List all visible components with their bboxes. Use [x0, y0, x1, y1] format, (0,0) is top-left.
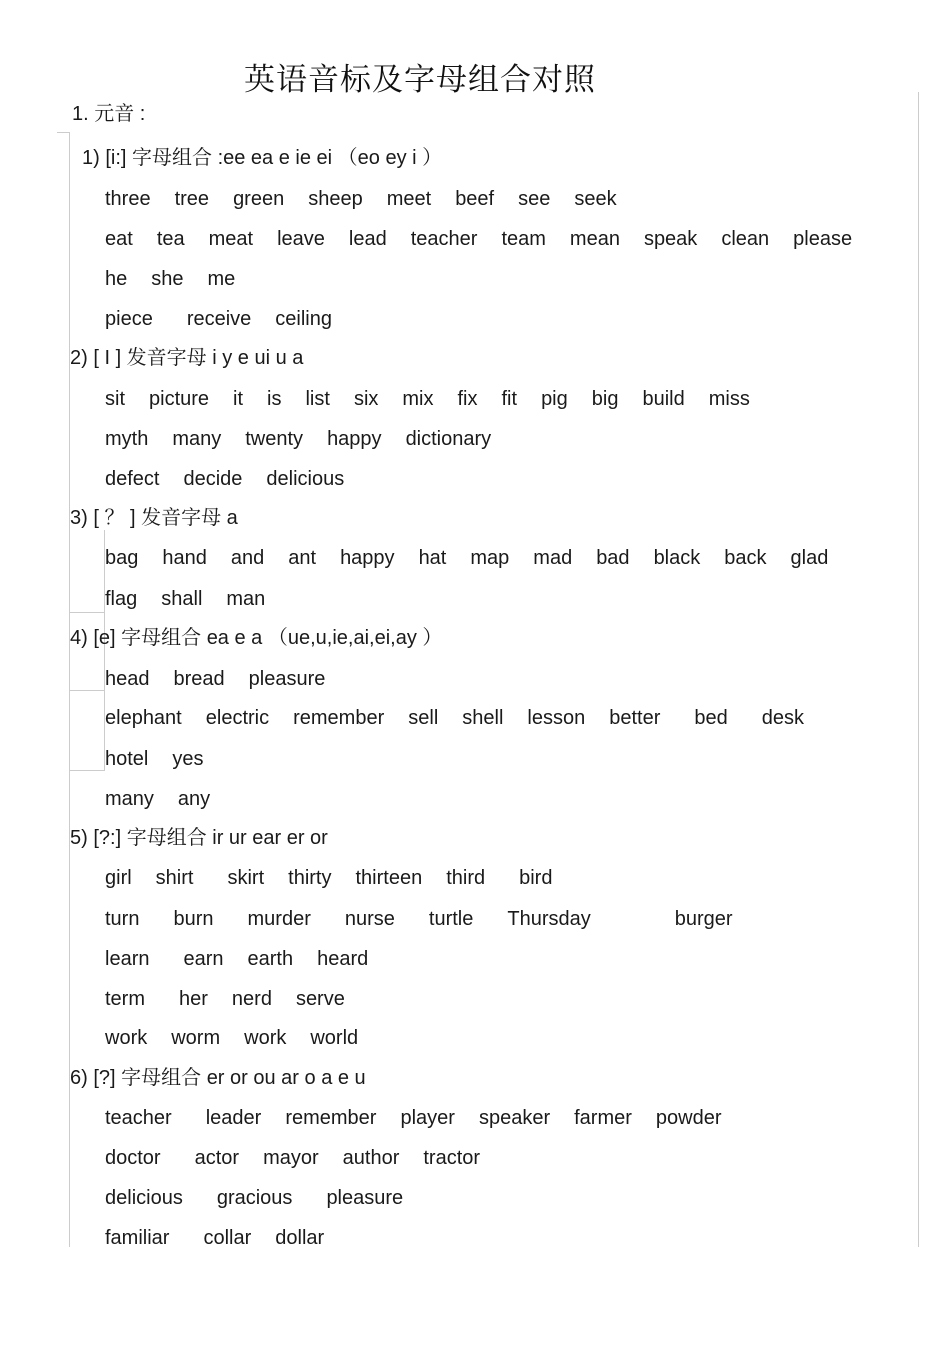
word: eat — [105, 228, 133, 250]
word: learn — [105, 948, 150, 970]
box-rule-mid — [69, 770, 105, 771]
word: happy — [340, 547, 395, 569]
word: meet — [386, 188, 432, 210]
word: earth — [247, 948, 294, 970]
group-2-row-3 — [105, 466, 344, 492]
word: see — [518, 188, 551, 210]
word: author — [342, 1147, 400, 1169]
word: nurse — [344, 908, 395, 930]
word: six — [353, 388, 379, 410]
word: big — [591, 388, 619, 410]
word: team — [501, 228, 546, 250]
group-4-row-2 — [105, 705, 804, 731]
right-margin-rule — [918, 92, 919, 1247]
word: delicious — [105, 1187, 183, 1209]
word: Thursday — [507, 908, 591, 930]
word: bag — [105, 547, 139, 569]
word: bed — [694, 707, 728, 729]
word: man — [226, 588, 266, 610]
word: powder — [655, 1107, 722, 1129]
group-5-row-5 — [105, 1025, 358, 1051]
word: work — [244, 1027, 287, 1049]
word: speaker — [478, 1107, 551, 1129]
word: bad — [596, 547, 630, 569]
group-3-row-2 — [105, 586, 265, 612]
word: elephant — [105, 707, 182, 729]
word: seek — [574, 188, 617, 210]
word: me — [207, 268, 236, 290]
group-5-row-2 — [105, 906, 733, 932]
word: flag — [105, 588, 138, 610]
word: three — [105, 188, 151, 210]
word: dictionary — [405, 428, 492, 450]
word: sheep — [308, 188, 363, 210]
word: please — [793, 228, 853, 250]
word: bird — [519, 867, 553, 889]
box-rule-top — [69, 612, 105, 613]
box-rule-bottom — [69, 690, 105, 691]
group-6-row-2 — [105, 1145, 480, 1171]
word: earn — [183, 948, 224, 970]
word: leave — [277, 228, 325, 250]
word: back — [724, 547, 767, 569]
word: work — [105, 1027, 148, 1049]
word: many — [105, 788, 154, 810]
word: shell — [462, 707, 504, 729]
word: burger — [674, 908, 733, 930]
word: hand — [162, 547, 207, 569]
word: teacher — [105, 1107, 172, 1129]
word: happy — [327, 428, 382, 450]
word: tractor — [423, 1147, 481, 1169]
word: sell — [408, 707, 439, 729]
word: worm — [171, 1027, 221, 1049]
word: miss — [708, 388, 750, 410]
word: girl — [105, 867, 132, 889]
word: any — [177, 788, 211, 810]
group-4-row-3 — [105, 746, 204, 772]
word: murder — [247, 908, 311, 930]
section-heading: 1. 元音 : — [72, 103, 146, 125]
word: farmer — [574, 1107, 632, 1129]
word: thirteen — [355, 867, 423, 889]
word: turtle — [428, 908, 474, 930]
group-2-row-2 — [105, 426, 491, 452]
word: serve — [295, 988, 345, 1010]
word: teacher — [410, 228, 478, 250]
word: player — [400, 1107, 455, 1129]
top-tick-rule — [57, 132, 70, 133]
word: ant — [288, 547, 317, 569]
word: skirt — [227, 867, 265, 889]
word: delicious — [266, 468, 345, 490]
word: tree — [174, 188, 210, 210]
word: pleasure — [326, 1187, 404, 1209]
word: list — [305, 388, 330, 410]
word: beef — [455, 188, 495, 210]
word: she — [151, 268, 184, 290]
word: shall — [161, 588, 203, 610]
word: picture — [149, 388, 210, 410]
word: hat — [418, 547, 447, 569]
group-4-row-1 — [105, 666, 325, 692]
group-6-row-3 — [105, 1185, 403, 1211]
word: meat — [208, 228, 254, 250]
word: ceiling — [275, 308, 332, 330]
group-1-row-4 — [105, 306, 332, 332]
word: desk — [761, 707, 804, 729]
word: gracious — [216, 1187, 293, 1209]
group-1-row-2 — [105, 226, 852, 252]
word: pleasure — [248, 668, 326, 690]
word: head — [105, 668, 150, 690]
word: hotel — [105, 748, 149, 770]
group-1-row-1 — [105, 186, 617, 212]
group-1-heading: 1) [i:] 字母组合 :ee ea e ie ei （eo ey i ） — [82, 147, 443, 169]
word: mayor — [263, 1147, 319, 1169]
group-5-row-1 — [105, 865, 552, 891]
group-4-heading: 4) [e] 字母组合 ea e a （ue,u,ie,ai,ei,ay ） — [70, 627, 443, 649]
word: decide — [183, 468, 243, 490]
word: tea — [156, 228, 185, 250]
word: leader — [205, 1107, 262, 1129]
group-3-heading: 3) [ ？ ] 发音字母 a — [70, 507, 238, 529]
word: pig — [541, 388, 568, 410]
word: heard — [317, 948, 369, 970]
word: he — [105, 268, 128, 290]
group-3-row-1 — [105, 545, 828, 571]
word: electric — [205, 707, 270, 729]
group-2-heading: 2) [ I ] 发音字母 i y e ui u a — [70, 347, 304, 369]
word: better — [609, 707, 661, 729]
page-title: 英语音标及字母组合对照 — [244, 62, 596, 98]
group-1-row-3 — [105, 266, 235, 292]
word: clean — [721, 228, 770, 250]
word: term — [105, 988, 145, 1010]
word: lesson — [527, 707, 586, 729]
group-6-row-1 — [105, 1105, 722, 1131]
word: sit — [105, 388, 125, 410]
word: dollar — [275, 1227, 325, 1249]
word: doctor — [105, 1147, 161, 1169]
word: yes — [172, 748, 204, 770]
word: collar — [203, 1227, 252, 1249]
word: mix — [402, 388, 434, 410]
word: thirty — [288, 867, 332, 889]
word: fix — [457, 388, 478, 410]
word: build — [642, 388, 685, 410]
word: many — [172, 428, 222, 450]
word: twenty — [245, 428, 304, 450]
group-6-row-4 — [105, 1225, 324, 1251]
word: speak — [643, 228, 698, 250]
group-4-row-4 — [105, 786, 210, 812]
word: and — [230, 547, 265, 569]
word: piece — [105, 308, 153, 330]
word: fit — [501, 388, 518, 410]
word: green — [233, 188, 285, 210]
word: black — [653, 547, 701, 569]
word: is — [267, 388, 282, 410]
group-6-heading: 6) [?] 字母组合 er or ou ar o a e u — [70, 1067, 366, 1089]
word: defect — [105, 468, 160, 490]
word: familiar — [105, 1227, 170, 1249]
word: world — [310, 1027, 359, 1049]
word: bread — [173, 668, 225, 690]
word: burn — [173, 908, 214, 930]
word: actor — [194, 1147, 240, 1169]
word: remember — [293, 707, 385, 729]
word: her — [179, 988, 208, 1010]
group-5-row-3 — [105, 946, 368, 972]
word: glad — [790, 547, 829, 569]
word: receive — [186, 308, 252, 330]
word: shirt — [155, 867, 194, 889]
word: mean — [569, 228, 620, 250]
group-2-row-1 — [105, 386, 750, 412]
group-5-row-4 — [105, 986, 345, 1012]
word: it — [233, 388, 244, 410]
word: lead — [348, 228, 387, 250]
word: third — [446, 867, 486, 889]
word: remember — [285, 1107, 377, 1129]
word: map — [470, 547, 510, 569]
word: myth — [105, 428, 149, 450]
group-5-heading: 5) [?:] 字母组合 ir ur ear er or — [70, 827, 328, 849]
word: nerd — [231, 988, 272, 1010]
word: turn — [105, 908, 140, 930]
word: mad — [533, 547, 573, 569]
